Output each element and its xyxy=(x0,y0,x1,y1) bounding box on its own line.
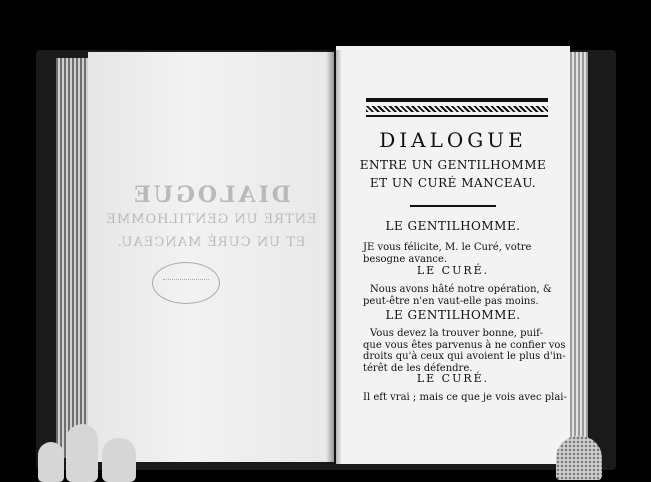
page-title: DIALOGUE xyxy=(379,128,527,152)
dialogue-line: Vous devez la trouver bonne, puif- xyxy=(370,328,543,339)
left-hand xyxy=(38,420,140,480)
book-gutter xyxy=(326,50,342,464)
speaker-heading: LE GENTILHOMME. xyxy=(385,219,521,233)
dialogue-line: droits qu'à ceux qui avoient le plus d'in- xyxy=(363,351,566,362)
dialogue-line: Nous avons hâté notre opération, & xyxy=(370,284,552,295)
dialogue-line: térêt de les défendre. xyxy=(363,362,473,374)
finger xyxy=(102,438,136,482)
finger xyxy=(38,442,64,482)
dialogue-line: JE vous félicite, M. le Curé, votre xyxy=(363,242,532,253)
right-gloved-hand xyxy=(556,436,602,480)
left-page-edges xyxy=(56,58,88,458)
title-rule xyxy=(410,205,496,207)
dialogue-line: que vous êtes parvenus à ne confier vos xyxy=(363,339,566,351)
ghost-title: DIALOGUE xyxy=(131,182,291,208)
ornamental-border-pattern xyxy=(366,106,548,112)
dialogue-line: besogne avance. xyxy=(363,253,448,265)
ghost-line-1: ENTRE UN GENTILHOMME xyxy=(105,212,317,227)
speaker-heading: LE GENTILHOMME. xyxy=(385,308,521,322)
speaker-heading: LE CURÉ. xyxy=(416,372,490,385)
ornamental-border-underline xyxy=(366,115,548,117)
subtitle-line-2: ET UN CURÉ MANCEAU. xyxy=(369,176,537,190)
speaker-heading: LE CURÉ. xyxy=(416,264,490,277)
ghost-line-2: ET UN CURÉ MANCEAU. xyxy=(116,235,306,250)
finger xyxy=(66,424,98,482)
show-through-text xyxy=(88,52,334,462)
library-stamp xyxy=(152,262,220,304)
dialogue-line: Il eft vrai ; mais ce que je vois avec plai- xyxy=(363,392,567,403)
ornamental-border-line xyxy=(366,98,548,102)
dialogue-line: peut-être n'en vaut-elle pas moins. xyxy=(363,295,539,307)
subtitle-line-1: ENTRE UN GENTILHOMME xyxy=(359,158,547,172)
